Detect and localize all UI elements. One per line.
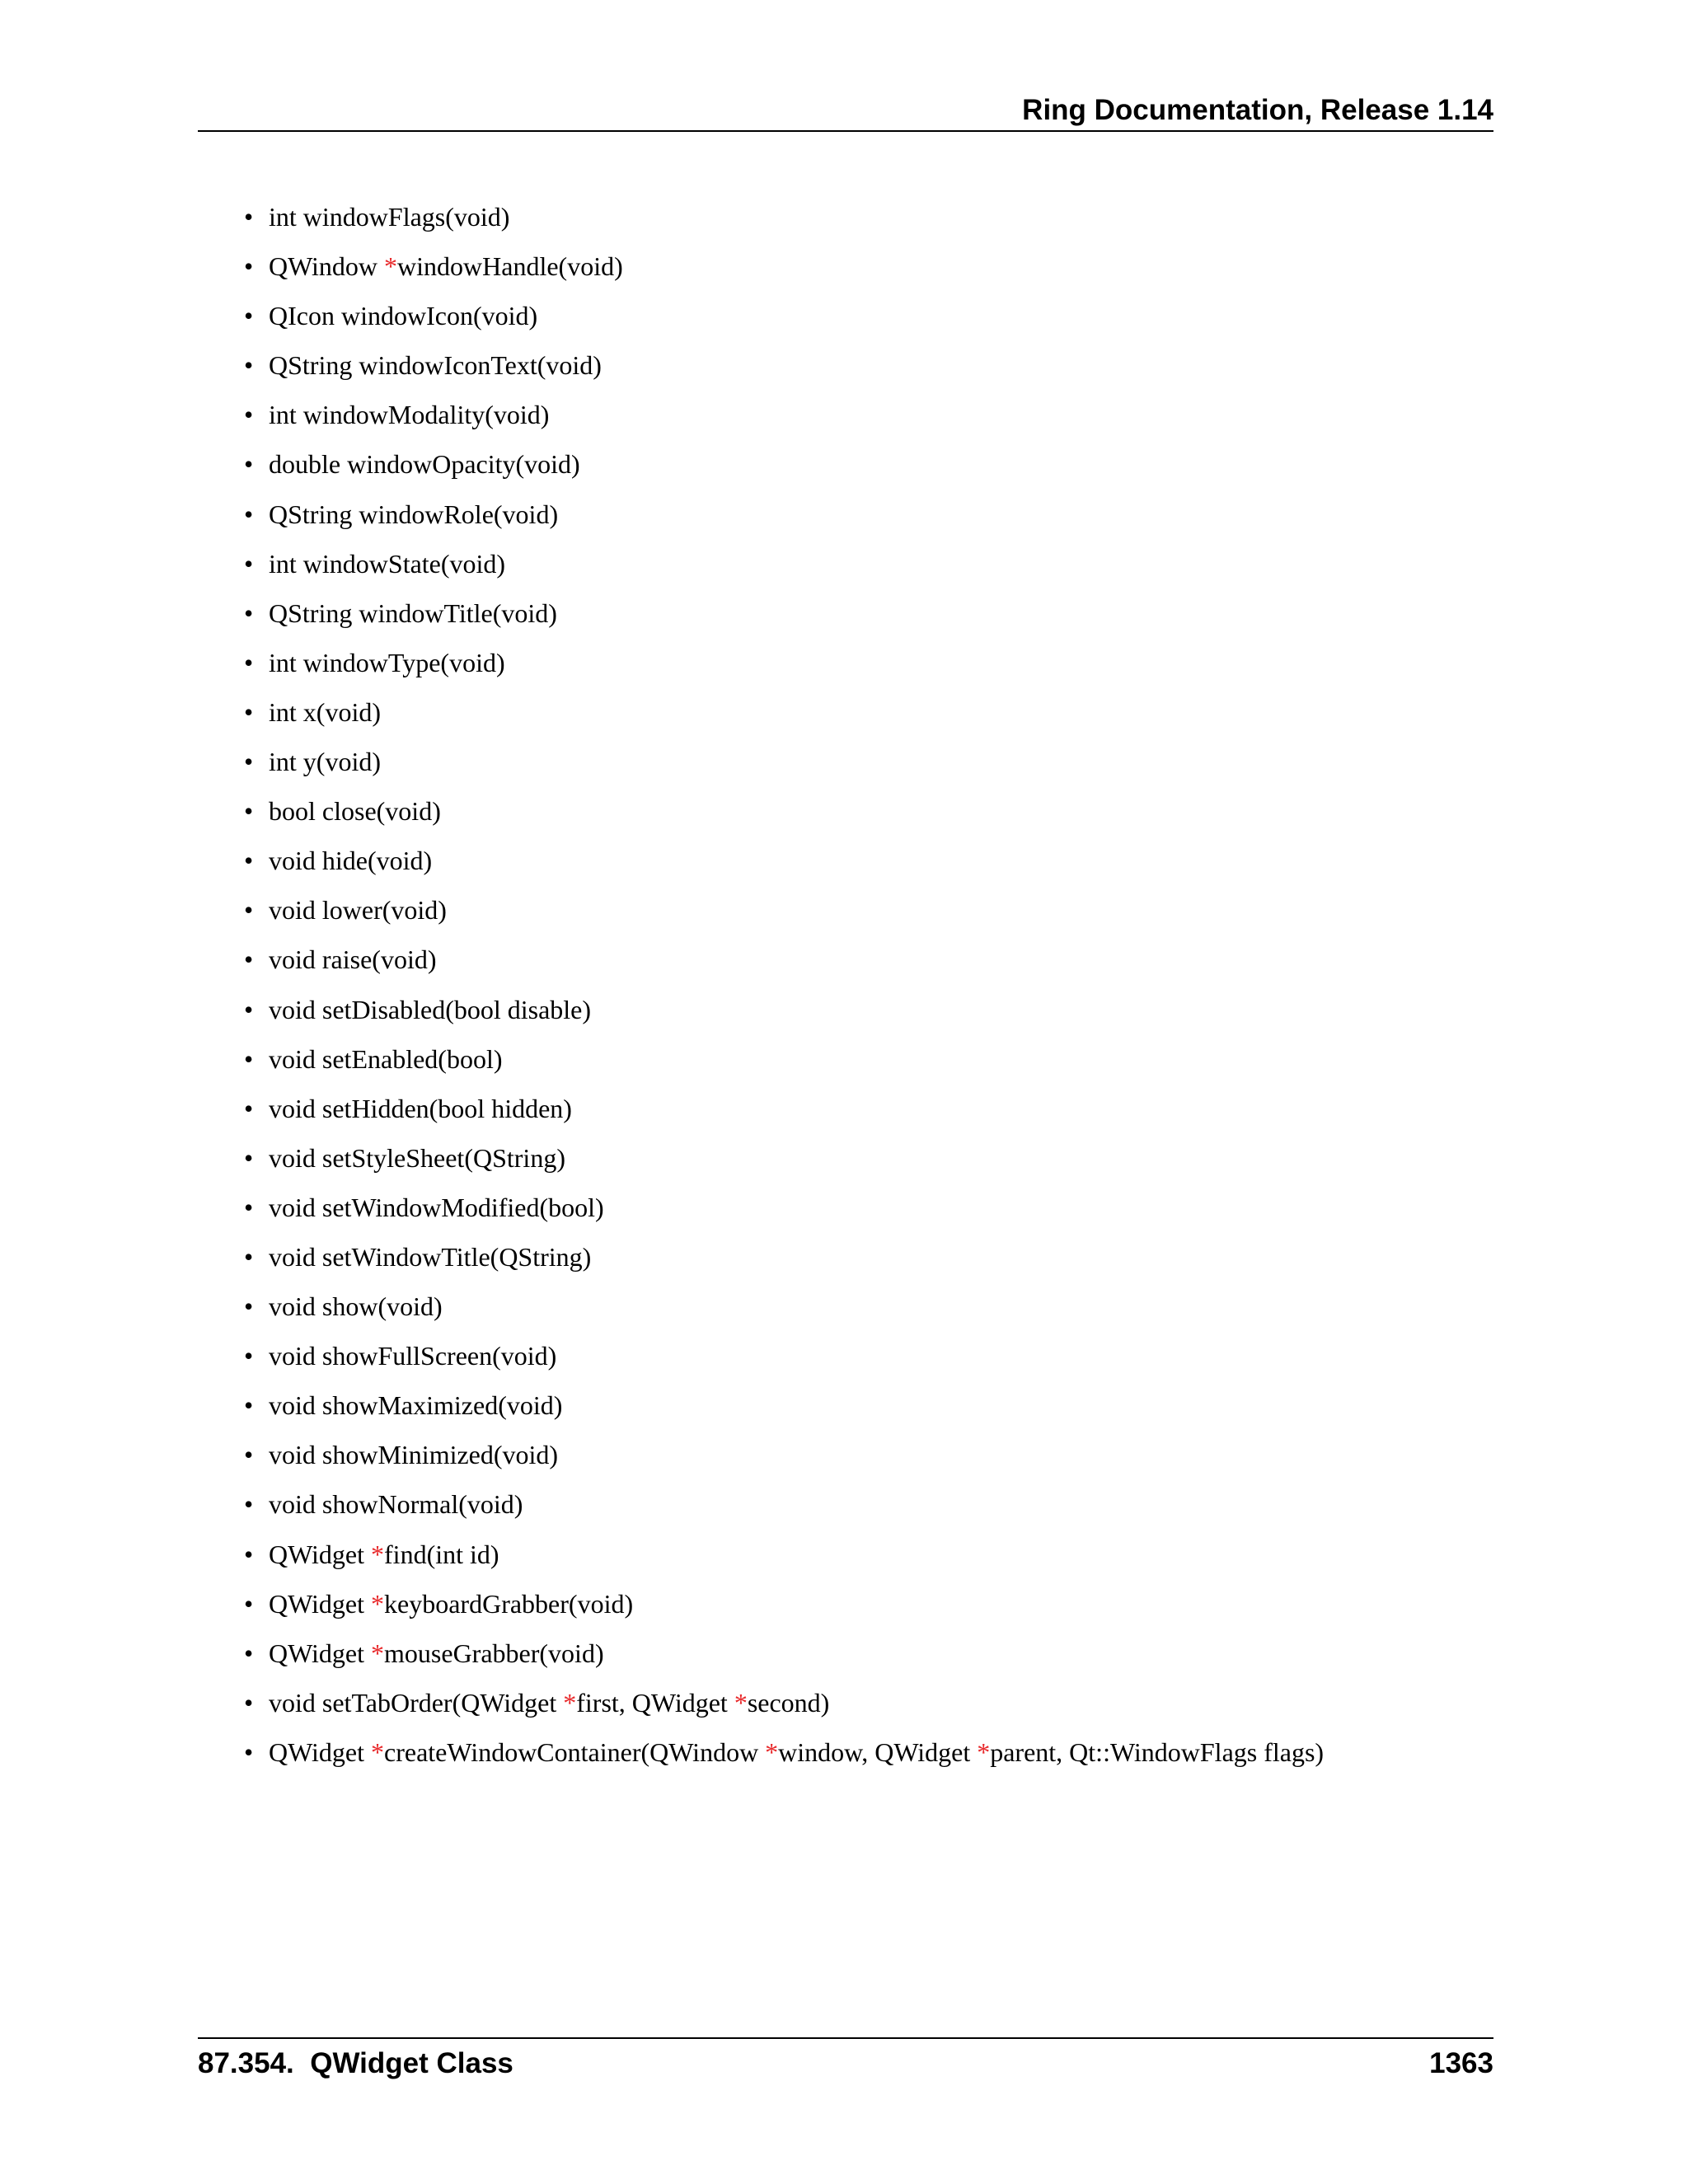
method-text: second) xyxy=(747,1687,830,1718)
bullet-icon: • xyxy=(244,1687,254,1718)
pointer-asterisk: * xyxy=(977,1736,991,1767)
bullet-icon: • xyxy=(244,598,254,628)
method-text: windowHandle(void) xyxy=(397,251,623,282)
method-text: int x(void) xyxy=(269,696,381,727)
page-header xyxy=(198,89,1493,132)
method-text: void showMinimized(void) xyxy=(269,1440,559,1470)
pointer-asterisk: * xyxy=(371,1539,385,1569)
list-item xyxy=(244,1187,1480,1236)
bullet-icon: • xyxy=(244,895,254,926)
bullet-icon: • xyxy=(244,499,254,529)
bullet-icon: • xyxy=(244,696,254,727)
list-item xyxy=(244,1286,1480,1335)
method-text: void setWindowTitle(QString) xyxy=(269,1241,592,1272)
method-text: void setDisabled(bool disable) xyxy=(269,994,592,1024)
section-title: 87.354. QWidget Class xyxy=(198,2047,513,2079)
bullet-icon: • xyxy=(244,1736,254,1767)
list-item xyxy=(244,344,1480,394)
list-item xyxy=(244,1335,1480,1385)
method-text: QString windowRole(void) xyxy=(269,499,559,529)
method-text: QString windowTitle(void) xyxy=(269,598,557,628)
method-text: void setStyleSheet(QString) xyxy=(269,1142,565,1173)
pointer-asterisk: * xyxy=(371,1638,385,1668)
method-text: void setWindowModified(bool) xyxy=(269,1192,604,1222)
method-text: void show(void) xyxy=(269,1291,443,1322)
bullet-icon: • xyxy=(244,1241,254,1272)
pointer-asterisk: * xyxy=(765,1736,779,1767)
bullet-icon: • xyxy=(244,449,254,480)
method-text: void hide(void) xyxy=(269,846,433,876)
list-item xyxy=(244,295,1480,344)
list-item xyxy=(244,1732,1480,1781)
list-item xyxy=(244,1385,1480,1434)
list-item xyxy=(244,1534,1480,1583)
method-text: keyboardGrabber(void) xyxy=(384,1588,634,1619)
method-list xyxy=(244,196,1480,1781)
method-text: window, QWidget xyxy=(778,1736,978,1767)
bullet-icon: • xyxy=(244,1142,254,1173)
method-text: int windowFlags(void) xyxy=(269,202,510,232)
method-text: QWindow xyxy=(269,251,385,282)
bullet-icon: • xyxy=(244,1390,254,1421)
bullet-icon: • xyxy=(244,846,254,876)
bullet-icon: • xyxy=(244,350,254,381)
list-item xyxy=(244,840,1480,889)
list-item xyxy=(244,1483,1480,1533)
bullet-icon: • xyxy=(244,796,254,827)
method-text: void showNormal(void) xyxy=(269,1489,523,1520)
method-text: find(int id) xyxy=(384,1539,499,1569)
list-item xyxy=(244,1137,1480,1187)
bullet-icon: • xyxy=(244,647,254,677)
list-item xyxy=(244,443,1480,493)
list-item xyxy=(244,691,1480,741)
method-list-section xyxy=(244,196,1480,1781)
bullet-icon: • xyxy=(244,202,254,232)
method-text: QWidget xyxy=(269,1539,372,1569)
page-number: 1363 xyxy=(1429,2047,1493,2079)
bullet-icon: • xyxy=(244,301,254,331)
bullet-icon: • xyxy=(244,994,254,1024)
bullet-icon: • xyxy=(244,1539,254,1569)
method-text: int y(void) xyxy=(269,747,381,777)
method-text: QIcon windowIcon(void) xyxy=(269,301,538,331)
method-text: void setHidden(bool hidden) xyxy=(269,1093,572,1123)
list-item xyxy=(244,543,1480,593)
bullet-icon: • xyxy=(244,251,254,282)
list-item xyxy=(244,593,1480,642)
method-text: QWidget xyxy=(269,1638,372,1668)
bullet-icon: • xyxy=(244,747,254,777)
method-text: QWidget xyxy=(269,1588,372,1619)
pointer-asterisk: * xyxy=(371,1588,385,1619)
list-item xyxy=(244,889,1480,939)
bullet-icon: • xyxy=(244,1192,254,1222)
list-item xyxy=(244,642,1480,691)
pointer-asterisk: * xyxy=(563,1687,577,1718)
method-text: void showFullScreen(void) xyxy=(269,1341,557,1371)
list-item xyxy=(244,196,1480,246)
method-text: int windowModality(void) xyxy=(269,400,550,430)
list-item xyxy=(244,1038,1480,1088)
method-text: void showMaximized(void) xyxy=(269,1390,563,1421)
method-text: QWidget xyxy=(269,1736,372,1767)
method-text: void setTabOrder(QWidget xyxy=(269,1687,564,1718)
bullet-icon: • xyxy=(244,1588,254,1619)
bullet-icon: • xyxy=(244,1093,254,1123)
method-text: void raise(void) xyxy=(269,944,437,975)
list-item xyxy=(244,790,1480,840)
list-item xyxy=(244,1088,1480,1137)
bullet-icon: • xyxy=(244,1638,254,1668)
list-item xyxy=(244,494,1480,543)
method-text: first, QWidget xyxy=(576,1687,734,1718)
bullet-icon: • xyxy=(244,1489,254,1520)
method-text: void setEnabled(bool) xyxy=(269,1043,503,1074)
method-text: int windowState(void) xyxy=(269,548,506,579)
document-title: Ring Documentation, Release 1.14 xyxy=(1022,94,1493,126)
list-item xyxy=(244,1583,1480,1633)
method-text: bool close(void) xyxy=(269,796,441,827)
bullet-icon: • xyxy=(244,1291,254,1322)
pointer-asterisk: * xyxy=(734,1687,748,1718)
bullet-icon: • xyxy=(244,1440,254,1470)
list-item xyxy=(244,939,1480,988)
list-item xyxy=(244,1682,1480,1732)
method-text: parent, Qt::WindowFlags flags) xyxy=(990,1736,1325,1767)
method-text: mouseGrabber(void) xyxy=(384,1638,604,1668)
method-text: double windowOpacity(void) xyxy=(269,449,580,480)
list-item xyxy=(244,989,1480,1038)
list-item xyxy=(244,246,1480,295)
list-item xyxy=(244,1434,1480,1483)
method-text: QString windowIconText(void) xyxy=(269,350,602,381)
pointer-asterisk: * xyxy=(371,1736,385,1767)
bullet-icon: • xyxy=(244,400,254,430)
list-item xyxy=(244,394,1480,443)
list-item xyxy=(244,1633,1480,1682)
bullet-icon: • xyxy=(244,1341,254,1371)
method-text: int windowType(void) xyxy=(269,647,505,677)
list-item xyxy=(244,1236,1480,1286)
method-text: void lower(void) xyxy=(269,895,447,926)
bullet-icon: • xyxy=(244,1043,254,1074)
method-text: createWindowContainer(QWindow xyxy=(384,1736,766,1767)
bullet-icon: • xyxy=(244,548,254,579)
page-footer xyxy=(198,2037,1493,2087)
bullet-icon: • xyxy=(244,944,254,975)
list-item xyxy=(244,741,1480,790)
pointer-asterisk: * xyxy=(384,251,398,282)
